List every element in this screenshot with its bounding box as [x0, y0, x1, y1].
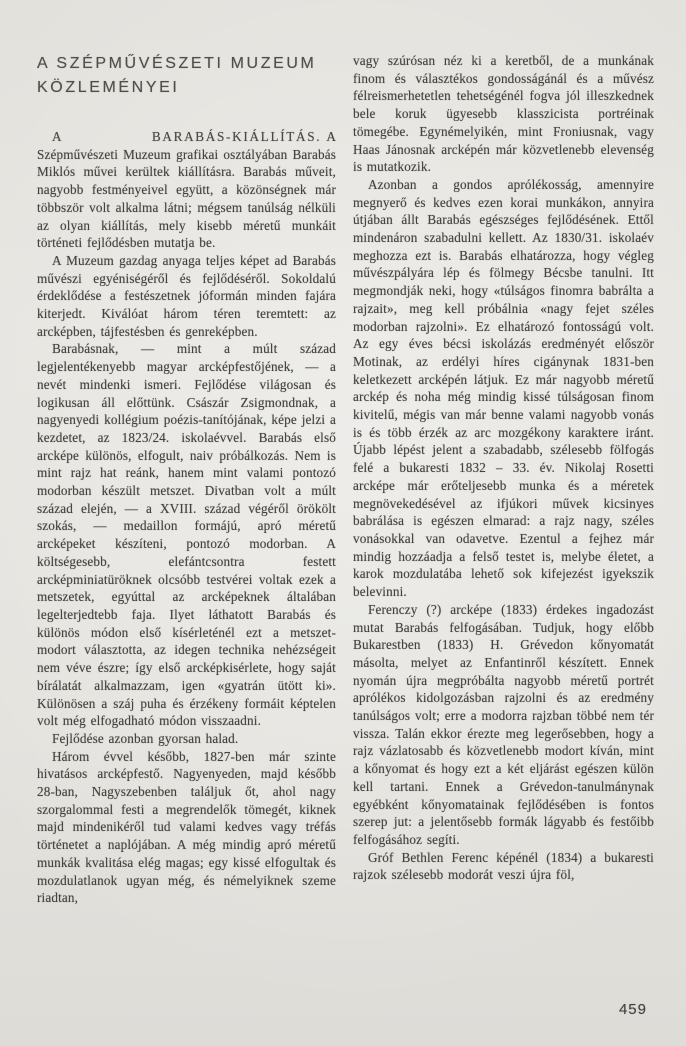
paragraph-text: A Szépművészeti Muzeum grafikai osztályában Barabás Miklós művei kerültek kiállításra. Barabás műveit, nagyobb festményeivel együtt, a közönségnek már többször volt alkalma látni; mégsem tanúlság nélküli az olyan kiállítás, mely kisebb méretű munkáit történeti fejlődésben mutatja be.: [37, 129, 336, 251]
paragraph: [37, 128, 336, 252]
left-column: [37, 52, 336, 907]
paragraph: Ferenczy (?) arcképe (1833) érdekes ingadozást mutat Barabás felfogásában. Tudjuk, hogy előbb Bukarestben (1833) H. Grévedon kőnyomatát másolta, melyet az Enfantinről készített. Ennek nyomán újra megpróbálta nagyobb méretű portrét aprólékos kidolgozásban rajzolni és az eredmény tanúlságos volt; erre a modorra rajzban többé nem tér vissza. Talán ekkor érezte meg legerősebben, hogy a rajz vázlatosabb és közvetlenebb modort kíván, mint a kőnyomat és hogy ezt a két eljárást egészen külön kell tartani. Ennek a Grévedon-tanulmánynak egyébként kőnyomatainak fejlődésében is fontos szerep jut: a jelentősebb formák lágyabb és festőibb felfogásához segíti.: [353, 601, 654, 847]
paragraph: Gróf Bethlen Ferenc képénél (1834) a bukaresti rajzok szélesebb modorát veszi újra föl,: [353, 849, 654, 883]
page-number: 459: [618, 1001, 647, 1018]
journal-title: A SZÉPMŰVÉSZETI MUZEUM KÖZLEMÉNYEI: [37, 55, 317, 96]
article-lead-in: A BARABÁS-KIÁLLÍTÁS.: [52, 129, 322, 144]
paragraph: A Muzeum gazdag anyaga teljes képet ad Barabás művészi egyéniségéről és fejlődéséről. Sokoldalú érdeklődése a festészetnek jóformán minden fajára kiterjedt. Kiválóat három téren teremtett: az arcképben, tájfestésben és genreképben.: [37, 252, 336, 339]
right-column: [353, 52, 654, 884]
paragraph-continuation: vagy szúrósan néz ki a keretből, de a munkának finom és választékos gondosságánál és a művész félreismerhetetlen tehetségénél fogva jól illeszkednek bele koruk ügyesebb klasszicista portréinak tömegébe. Egynémelyikén, mint Froniusnak, vagy Haas Jánosnak arcképén már közvetlenebb elevenség is mutatkozik.: [353, 53, 654, 175]
paragraph: Három évvel később, 1827-ben már szinte hivatásos arcképfestő. Nagyenyeden, majd később 28-ban, Nagyszebenben találjuk őt, ahol nagy szorgalommal festi a megrendelők tömegét, kiknek majd mindenikéről tud valami kedves vagy tréfás történetet a naplójában. A még mindig apró méretű munkák kvalitása elég magas; egy kissé elfogultak és mozdulatlanok ugyan még, és némelyiknek szeme riadtan,: [37, 748, 336, 906]
paragraph: Barabásnak, — mint a múlt század legjelentékenyebb magyar arcképfestőjének, — a nevét mindenki ismeri. Fejlődése világosan és logikusan áll előttünk. Császár Zsigmondnak, a nagyenyedi kollégium poézis-tanítójának, képe jelzi a kezdetet, az 1823/24. iskolaévvel. Barabás első arcképe különös, elfogult, naiv próbálkozás. Nem is mint rajz hat reánk, hanem mint valami pontozó modorban készült metszet. Divatban volt a múlt század elején, — a XVIII. század végéről örökölt szokás, — medaillon formájú, apró méretű arcképeket készíteni, pontozó modorban. A költségesebb, elefántcsontra festett arcképminiatüröknek olcsóbb testvérei voltak ezek a metszetek, egyúttal az arcképeknek általában legelterjedtebb faja. Ilyet láthatott Barabás és különös módon első kísérleténél ezt a metszet-modort választotta, az idegen technika nehézségeit nem véve észre; így első arcképkisérlete, hogy saját bírálatát alkalmazzam, igen «gyatrán ütött ki». Különösen a száj puha és érzékeny formáit képtelen volt még elfogadható módon visszaadni.: [37, 341, 336, 729]
paragraph: Azonban a gondos aprólékosság, amennyire megnyerő és kedves ezen korai munkákon, annyira útjában állt Barabás egészséges fejlődésének. Ettől mindenáron szabadulni kellett. Az 1830/31. iskolaév meghozza ezt is. Barabás elhatározza, hogy végleg művészpályára lép és fölmegy Bécsbe tanulni. Itt megmondják neki, hogy «túlságos finomra babrálta a rajzait», meg kell próbálnia «nagy fejet széles modorban rajzolni». Ez elhatározó fontosságú volt. Az egy éves bécsi iskolázás eredményét először Motinak, az erdélyi híres cigánynak 1831-ben keletkezett arcképén látjuk. Ez már nagyobb méretű arckép és noha még mindig kissé túlságosan finom kivitelű, mégis van már benne valami nagyobb vonás is és több érzék az arc mozgékony karaktere iránt. Újabb lépést jelent a szabadabb, szélesebb fölfogás felé a bukaresti 1832 – 33. év. Nikolaj Rosetti arcképe már erőteljesebb munka és a méretek megnövekedésével az ifjúkori művek kicsinyes babrálása is egészen elmarad: a rajz nagy, széles vonásokkal van odavetve. Ezentul a fejhez már mindig hozzáadja a felső testet is, melybe életet, a karok mozdulatába lehető sok kifejezést igyekszik belevinni.: [353, 176, 654, 600]
paragraph: Fejlődése azonban gyorsan halad.: [52, 730, 239, 746]
